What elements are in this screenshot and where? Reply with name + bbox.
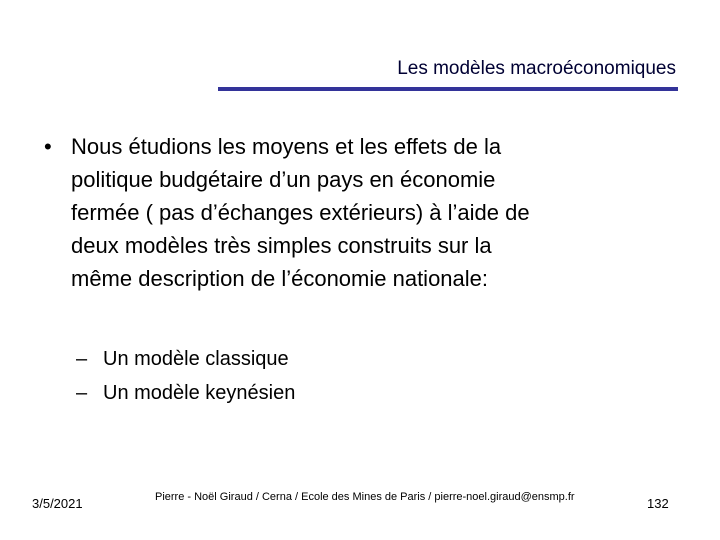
footer-author-credit: Pierre - Noël Giraud / Cerna / Ecole des Mines de Paris / pierre-noel.giraud@ensmp.fr <box>155 491 575 503</box>
bullet-line: politique budgétaire d’un pays en économie <box>71 167 496 192</box>
dash-marker: – <box>76 382 88 404</box>
bullet-line: Nous étudions les moyens et les effets de la <box>71 134 502 159</box>
slide-title: Les modèles macroéconomiques <box>397 58 676 79</box>
sub-bullet-keynesien <box>76 378 576 412</box>
bullet-line: fermée ( pas d’échanges extérieurs) à l’aide de <box>71 200 530 225</box>
sub-bullet-label: Un modèle keynésien <box>103 382 296 404</box>
bullet-line: même description de l’économie nationale: <box>71 266 489 291</box>
dash-marker: – <box>76 348 88 370</box>
bullet-text <box>71 130 683 295</box>
bullet-line: deux modèles très simples construits sur la <box>71 233 492 258</box>
sub-bullet-list <box>76 344 576 412</box>
sub-bullet-classique <box>76 344 576 378</box>
footer-date: 3/5/2021 <box>32 496 83 511</box>
sub-bullet-label: Un modèle classique <box>103 348 289 370</box>
page-number: 132 <box>647 496 669 511</box>
title-underline-rule <box>218 87 678 91</box>
bullet-marker: • <box>44 134 52 159</box>
